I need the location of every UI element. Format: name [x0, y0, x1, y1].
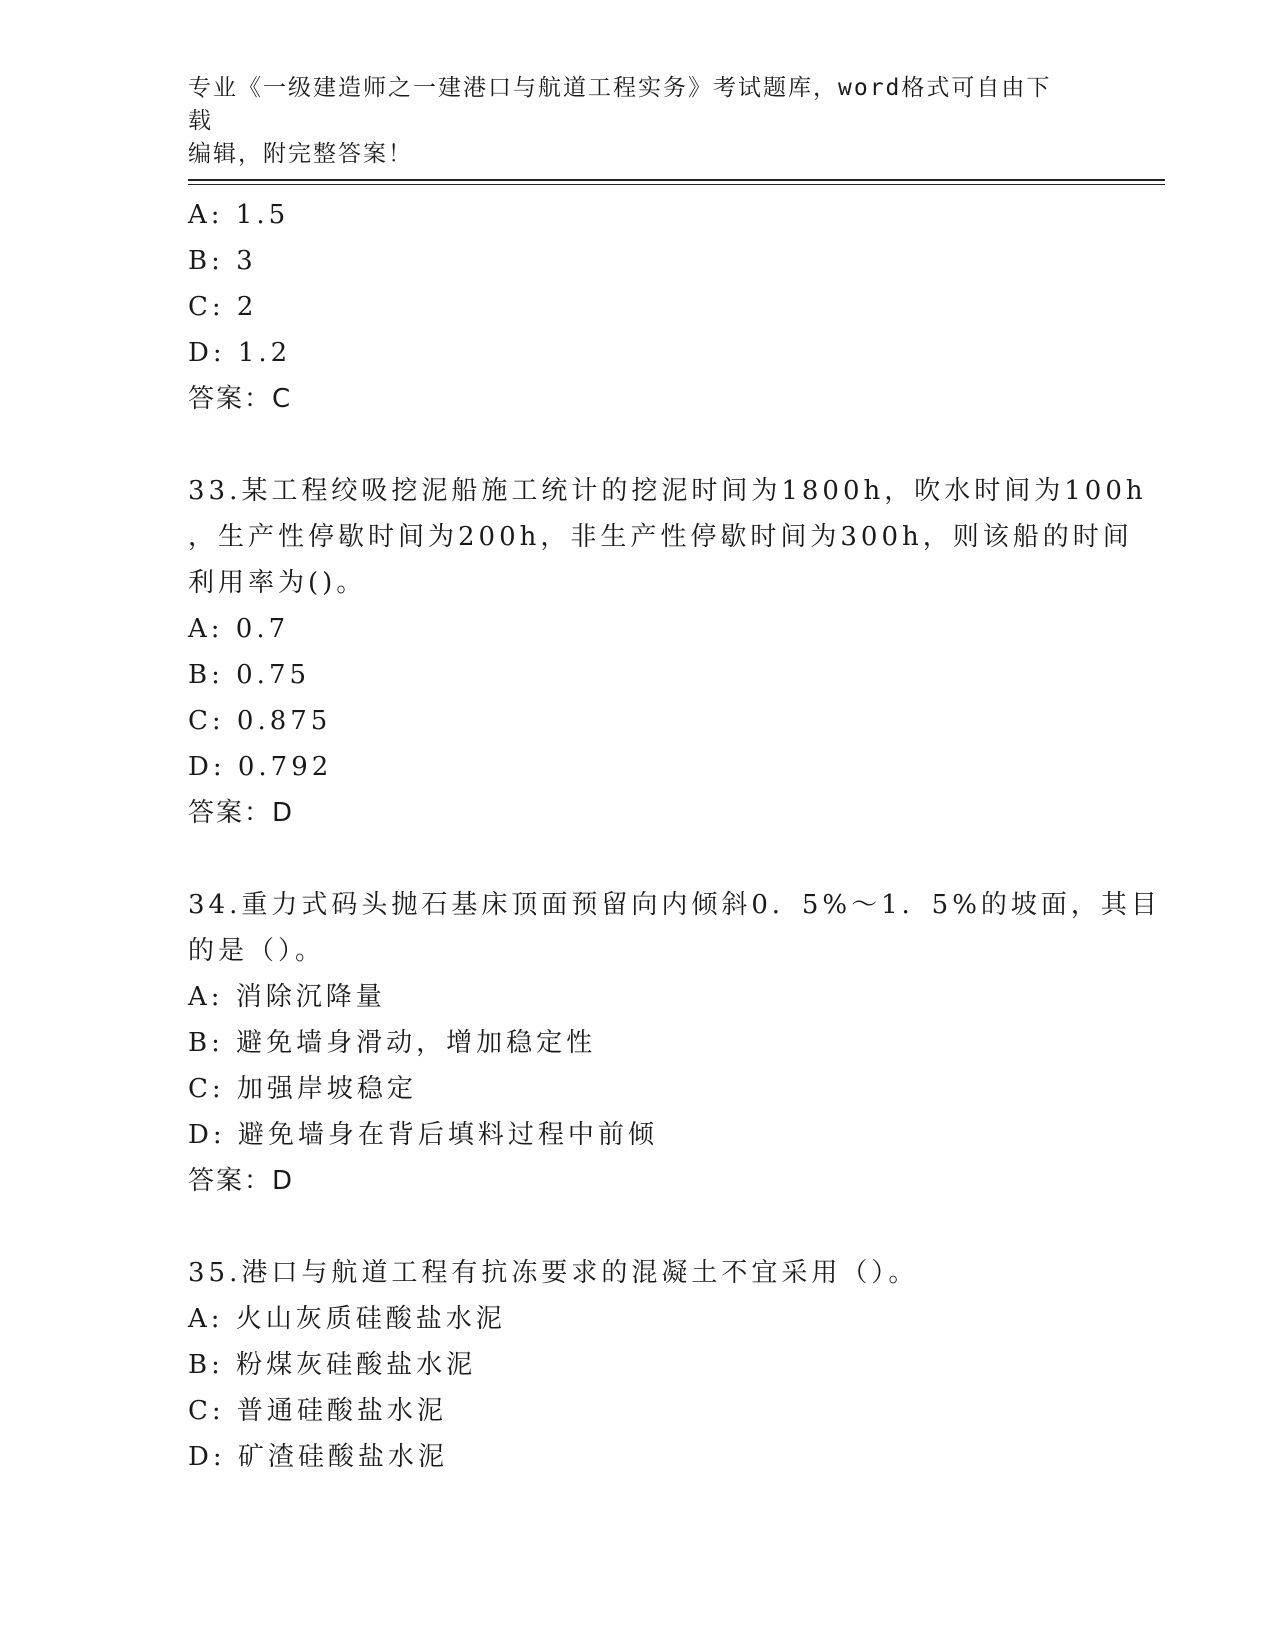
option-b: B: 3: [188, 246, 257, 276]
option-d: D: 0.792: [188, 752, 333, 782]
option-a: A: 火山灰质硅酸盐水泥: [188, 1304, 506, 1334]
option-a: A: 消除沉降量: [188, 982, 386, 1012]
option-d: D: 1.2: [188, 338, 292, 368]
option-a: A: 0.7: [188, 614, 290, 644]
option-d: D: 避免墙身在背后填料过程中前倾: [188, 1120, 658, 1150]
previous-question: [188, 192, 1088, 422]
question-stem-line: 35.港口与航道工程有抗冻要求的混凝土不宜采用（）。: [188, 1258, 919, 1288]
question-stem-line: 的是（）。: [188, 936, 326, 966]
answer-line: 答案：C: [188, 384, 293, 414]
question-content: [188, 192, 1161, 1480]
option-c: C: 普通硅酸盐水泥: [188, 1396, 447, 1426]
option-c: C: 加强岸坡稳定: [188, 1074, 417, 1104]
option-c: C: 0.875: [188, 706, 332, 736]
answer-line: 答案：D: [188, 798, 295, 828]
option-b: B: 粉煤灰硅酸盐水泥: [188, 1350, 477, 1380]
question-stem-line: ，生产性停歇时间为200h，非生产性停歇时间为300h，则该船的时间: [188, 522, 1133, 552]
header-divider-thin: [188, 184, 1165, 185]
header-divider-thick: [188, 179, 1165, 181]
question-34: [188, 882, 1161, 1204]
question-stem-line: 33.某工程绞吸挖泥船施工统计的挖泥时间为1800h，吹水时间为100h: [188, 476, 1147, 506]
option-c: C: 2: [188, 292, 258, 322]
question-33: [188, 468, 1147, 836]
question-stem-line: 34.重力式码头抛石基床顶面预留向内倾斜0．5%～1．5%的坡面，其目: [188, 890, 1161, 920]
question-35: [188, 1250, 1088, 1480]
header-line-1: 专业《一级建造师之一建港口与航道工程实务》考试题库，word格式可自由下载: [188, 75, 1052, 134]
option-a: A: 1.5: [188, 200, 290, 230]
option-b: B: 0.75: [188, 660, 311, 690]
answer-line: 答案：D: [188, 1166, 295, 1196]
document-header: [188, 72, 1068, 171]
option-b: B: 避免墙身滑动，增加稳定性: [188, 1028, 597, 1058]
header-line-2: 编辑，附完整答案！: [188, 141, 413, 167]
option-d: D: 矿渣硅酸盐水泥: [188, 1442, 448, 1472]
question-stem-line: 利用率为()。: [188, 568, 367, 598]
